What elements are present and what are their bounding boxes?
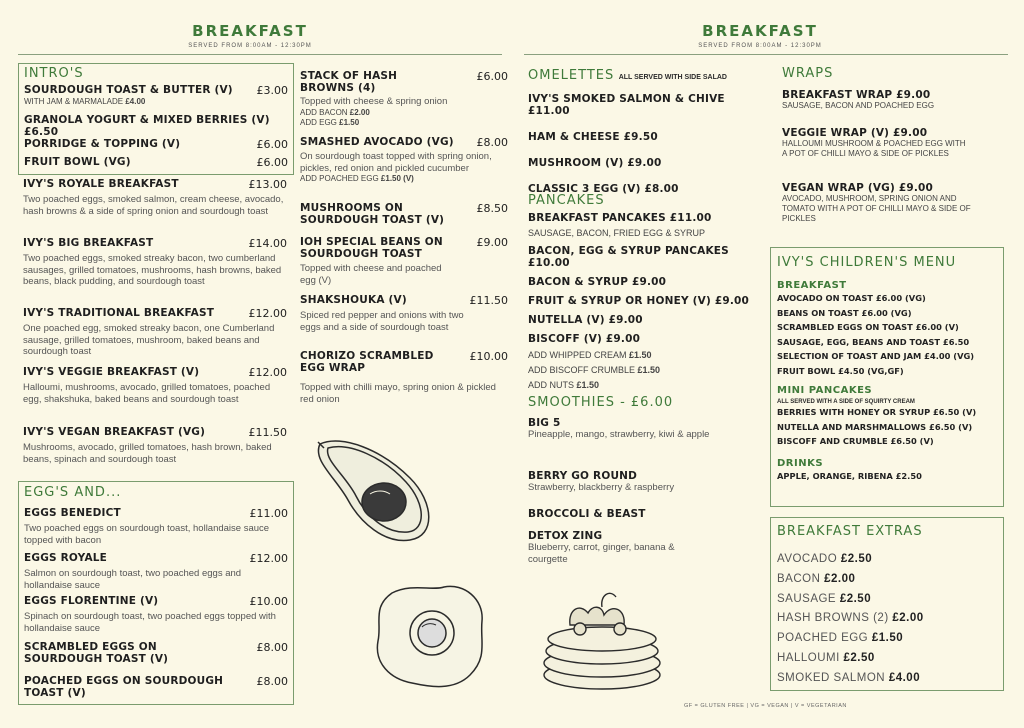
omelettes-section (528, 66, 768, 195)
add-on-label: ADD BACON (300, 107, 348, 117)
menu-item: FRUIT & SYRUP OR HONEY (V) £9.00 (528, 295, 750, 307)
menu-item-price: £8.50 (476, 202, 508, 215)
menu-item-desc: Two poached eggs on sourdough toast, hollandaise sauce topped with bacon (24, 523, 270, 546)
menu-item (23, 307, 287, 366)
add-on-label: ADD POACHED EGG (300, 174, 379, 183)
intro-item-name: PORRIDGE & TOPPING (V) (24, 138, 181, 150)
mini-pancakes-note: ALL SERVED WITH A SIDE OF SQUIRTY CREAM (777, 399, 915, 405)
childrens-heading: IVY'S CHILDREN'S MENU (777, 255, 957, 270)
omelettes-note: ALL SERVED WITH SIDE SALAD (618, 74, 727, 81)
kids-menu-item: BEANS ON TOAST £6.00 (VG) (777, 307, 912, 318)
menu-item-name: DETOX ZING (528, 530, 603, 542)
menu-item-price: £8.00 (256, 641, 288, 654)
menu-item-name: IVY'S VEGGIE BREAKFAST (V) (23, 366, 200, 378)
extra-price: £4.00 (888, 671, 921, 684)
menu-item-price: £9.00 (476, 236, 508, 249)
menu-item: MUSHROOM (V) £9.00 (528, 157, 662, 169)
avocado-illustration (312, 430, 442, 545)
menu-item-price: £11.00 (249, 507, 288, 520)
add-on-price: £2.00 (349, 107, 370, 117)
menu-item-desc: Topped with chilli mayo, spring onion & pickled red onion (300, 382, 496, 405)
menu-item (24, 552, 288, 595)
menu-item-desc: Two poached eggs, smoked salmon, cream cheese, avocado, hash browns & a side of spring onion and sourdough toast (23, 194, 284, 217)
menu-item-desc: SAUSAGE, BACON, FRIED EGG & SYRUP (528, 228, 706, 238)
add-on-label: ADD BISCOFF CRUMBLE (528, 365, 636, 375)
menu-item (528, 417, 768, 470)
intro-item-name: SOURDOUGH TOAST & BUTTER (V) (24, 84, 233, 96)
menu-item (300, 236, 508, 294)
smoothies-heading: SMOOTHIES - £6.00 (528, 395, 674, 410)
right-rule (524, 54, 1008, 55)
menu-item-name: IOH SPECIAL BEANS ON SOURDOUGH TOAST (300, 236, 443, 260)
kids-menu-item: AVOCADO ON TOAST £6.00 (VG) (777, 293, 926, 303)
extra-item (777, 550, 924, 570)
menu-item-name: MUSHROOMS ON SOURDOUGH TOAST (V) (300, 202, 445, 226)
add-on-price: £1.50 (339, 117, 360, 127)
menu-item-desc: Two poached eggs, smoked streaky bacon, two cumberland sausages, grilled tomatoes, mushrooms, hash browns, baked beans, black pudding, and sourdough toast (23, 253, 282, 287)
menu-item (23, 366, 287, 426)
drinks-heading: DRINKS (777, 457, 824, 469)
menu-item-price: £10.00 (469, 350, 508, 363)
extra-item (777, 649, 924, 669)
menu-item-desc: AVOCADO, MUSHROOM, SPRING ONION AND TOMATO WITH A POT OF CHILLI MAYO & SIDE OF PICKLES (782, 194, 971, 223)
menu-item-desc: SAUSAGE, BACON AND POACHED EGG (782, 101, 935, 110)
intro-item-price: £3.00 (256, 84, 288, 97)
pancake-stack-illustration (540, 585, 665, 695)
extra-name: AVOCADO (777, 553, 838, 565)
extras-heading: BREAKFAST EXTRAS (777, 524, 923, 539)
menu-item-price: £6.00 (476, 70, 508, 83)
menu-item (528, 530, 768, 565)
menu-item-name: STACK OF HASH BROWNS (4) (300, 70, 398, 94)
menu-item-name: EGGS BENEDICT (24, 507, 121, 519)
menu-item: BACON, EGG & SYRUP PANCAKES £10.00 (528, 245, 729, 269)
add-on-price: £1.50 (637, 365, 661, 375)
menu-item-name: EGGS ROYALE (24, 552, 108, 564)
wraps-section (782, 66, 1002, 224)
extra-name: SMOKED SALMON (777, 671, 886, 684)
extra-item (777, 590, 924, 610)
menu-item-desc: Halloumi, mushrooms, avocado, grilled tomatoes, poached egg, shakshuka, baked beans and sourdough toast (23, 382, 271, 405)
intro-item-desc-price: £4.00 (125, 97, 146, 106)
extra-price: £2.50 (840, 553, 873, 565)
menu-item: HAM & CHEESE £9.50 (528, 131, 658, 143)
menu-item (300, 350, 508, 405)
intro-item-price: £6.00 (256, 138, 288, 151)
menu-item (528, 470, 768, 508)
menu-item-name: SHAKSHOUKA (V) (300, 294, 407, 306)
pancakes-heading: PANCAKES (528, 193, 605, 208)
menu-item: IVY'S SMOKED SALMON & CHIVE £11.00 (528, 93, 725, 117)
menu-item-price: £8.00 (256, 675, 288, 688)
menu-item-name: CHORIZO SCRAMBLED EGG WRAP (300, 350, 434, 374)
intro-item-name: FRUIT BOWL (VG) (24, 156, 131, 168)
eggs-heading: EGG'S AND... (24, 485, 122, 500)
menu-item: CLASSIC 3 EGG (V) £8.00 (528, 183, 679, 195)
extra-price: £2.50 (843, 651, 875, 664)
smoothies-section (528, 395, 768, 565)
menu-item-desc: On sourdough toast topped with spring onion, pickles, red onion and pickled cucumber (300, 151, 492, 174)
menu-item-desc: Strawberry, blackberry & raspberry (528, 482, 675, 493)
menu-item (300, 136, 508, 202)
menu-item: BREAKFAST PANCAKES £11.00 (528, 212, 712, 224)
menu-item (24, 641, 288, 675)
kids-menu-item: BERRIES WITH HONEY OR SYRUP £6.50 (V) (777, 407, 977, 417)
left-served-time: SERVED FROM 8:00AM - 12:30PM (188, 43, 312, 49)
fried-egg-illustration (372, 583, 490, 693)
menu-item-price: £12.00 (248, 366, 287, 379)
add-on-price: £1.50 (629, 350, 652, 360)
extra-price: £2.00 (824, 572, 856, 585)
menu-item (23, 237, 287, 307)
menu-item-name: EGGS FLORENTINE (V) (24, 595, 159, 607)
menu-item-price: £13.00 (248, 178, 287, 191)
menu-item (23, 178, 287, 237)
extra-price: £1.50 (871, 632, 904, 645)
menu-item-price: £10.00 (249, 595, 288, 608)
menu-item: BACON & SYRUP £9.00 (528, 276, 667, 288)
menu-item-price: £8.00 (476, 136, 508, 149)
add-on-label: ADD EGG (300, 117, 337, 127)
intros-box (18, 63, 294, 175)
menu-item-desc: Topped with cheese & spring onion (300, 96, 448, 107)
kids-breakfast-heading: BREAKFAST (777, 280, 847, 291)
right-title: BREAKFAST (702, 22, 818, 40)
menu-item (782, 89, 1002, 127)
menu-item-desc: HALLOUMI MUSHROOM & POACHED EGG WITH A POT OF CHILLI MAYO & SIDE OF PICKLES (782, 139, 966, 158)
left-rule (18, 54, 502, 55)
menu-item (24, 675, 288, 699)
extra-name: HASH BROWNS (2) (777, 612, 889, 625)
extra-item (777, 669, 924, 689)
menu-item-desc: Pineapple, mango, strawberry, kiwi & apple (528, 429, 710, 440)
extra-name: POACHED EGG (777, 632, 869, 645)
menu-item: NUTELLA (V) £9.00 (528, 314, 643, 326)
menu-item (23, 426, 287, 465)
menu-item-desc: Mushrooms, avocado, grilled tomatoes, hash brown, baked beans, spinach and sourdough toast (23, 442, 272, 465)
menu-item-name: BREAKFAST WRAP £9.00 (782, 89, 931, 101)
extra-item (777, 570, 924, 590)
kids-menu-item: SELECTION OF TOAST AND JAM £4.00 (VG) (777, 351, 975, 361)
menu-item (782, 127, 1002, 182)
menu-item-price: £14.00 (248, 237, 287, 250)
right-served-time: SERVED FROM 8:00AM - 12:30PM (698, 43, 822, 49)
dietary-legend: GF = GLUTEN FREE | VG = VEGAN | V = VEGETARIAN (684, 703, 847, 709)
kids-menu-item: SCRAMBLED EGGS ON TOAST £6.00 (V) (777, 322, 959, 332)
menu-item-name: POACHED EGGS ON SOURDOUGH TOAST (V) (24, 675, 224, 699)
extra-item (777, 609, 924, 629)
extra-name: SAUSAGE (777, 592, 837, 605)
extra-item (777, 629, 924, 649)
omelettes-heading: OMELETTES (528, 68, 615, 83)
wraps-heading: WRAPS (782, 66, 834, 81)
menu-item-price: £11.50 (469, 294, 508, 307)
childrens-menu-box (770, 247, 1004, 507)
menu-item-name: SCRAMBLED EGGS ON SOURDOUGH TOAST (V) (24, 641, 169, 665)
menu-item (24, 507, 288, 552)
menu-item-name: BROCCOLI & BEAST (528, 508, 646, 520)
menu-item-name: BIG 5 (528, 417, 561, 429)
menu-item-desc: Topped with cheese and poached egg (V) (300, 263, 442, 286)
pancakes-section (528, 193, 768, 393)
menu-item-price: £11.50 (248, 426, 287, 439)
add-on-label: ADD WHIPPED CREAM (528, 350, 627, 360)
middle-column (300, 70, 508, 405)
menu-item-name: SMASHED AVOCADO (VG) (300, 136, 454, 148)
menu-item-desc: Blueberry, carrot, ginger, banana & courgette (528, 542, 675, 565)
intro-item-price: £6.00 (256, 156, 288, 169)
kids-menu-item: SAUSAGE, EGG, BEANS AND TOAST £6.50 (777, 336, 970, 347)
extra-price: £2.50 (839, 592, 872, 605)
eggs-box (18, 481, 294, 705)
menu-item (300, 202, 508, 236)
extra-price: £2.00 (892, 612, 924, 625)
mini-pancakes-heading: MINI PANCAKES (777, 385, 873, 396)
menu-item-name: BERRY GO ROUND (528, 470, 638, 482)
kids-drinks: APPLE, ORANGE, RIBENA £2.50 (777, 470, 922, 481)
extras-list (777, 550, 924, 689)
menu-item-name: VEGGIE WRAP (V) £9.00 (782, 127, 928, 139)
mains-list (23, 178, 287, 465)
menu-item-desc: One poached egg, smoked streaky bacon, one Cumberland sausage, grilled tomatoes, mushroom, baked beans and sourdough toast (23, 323, 275, 357)
menu-item (782, 182, 1002, 224)
menu-item (300, 70, 508, 136)
kids-menu-item: NUTELLA AND MARSHMALLOWS £6.50 (V) (777, 421, 973, 432)
intro-item-desc: WITH JAM & MARMALADE (24, 97, 124, 106)
menu-item-name: IVY'S ROYALE BREAKFAST (23, 178, 179, 190)
kids-menu-item: BISCOFF AND CRUMBLE £6.50 (V) (777, 436, 934, 446)
menu-item-name: VEGAN WRAP (VG) £9.00 (782, 182, 934, 194)
menu-item (528, 508, 768, 530)
add-on-price: £1.50 (V) (380, 174, 414, 183)
menu-item-price: £12.00 (248, 307, 287, 320)
extra-name: HALLOUMI (777, 651, 840, 664)
left-title: BREAKFAST (192, 22, 308, 40)
menu-item-name: IVY'S VEGAN BREAKFAST (VG) (23, 426, 206, 438)
intros-heading: INTRO'S (24, 66, 84, 81)
breakfast-extras-box (770, 517, 1004, 691)
menu-item-name: IVY'S TRADITIONAL BREAKFAST (23, 307, 215, 319)
menu-item: BISCOFF (V) £9.00 (528, 333, 641, 345)
menu-item-desc: Spinach on sourdough toast, two poached eggs topped with hollandaise sauce (24, 611, 276, 634)
kids-menu-item: FRUIT BOWL £4.50 (VG,GF) (777, 365, 904, 376)
add-on-label: ADD NUTS (528, 380, 575, 390)
menu-item-name: IVY'S BIG BREAKFAST (23, 237, 154, 249)
extra-name: BACON (777, 572, 821, 585)
add-on-price: £1.50 (576, 380, 600, 390)
menu-item-price: £12.00 (249, 552, 288, 565)
menu-item (24, 595, 288, 641)
menu-item-desc: Spiced red pepper and onions with two eggs and a side of sourdough toast (300, 310, 464, 333)
intro-granola: GRANOLA YOGURT & MIXED BERRIES (V) £6.50 (24, 114, 270, 138)
menu-item (300, 294, 508, 350)
menu-item-desc: Salmon on sourdough toast, two poached eggs and hollandaise sauce (24, 568, 242, 591)
